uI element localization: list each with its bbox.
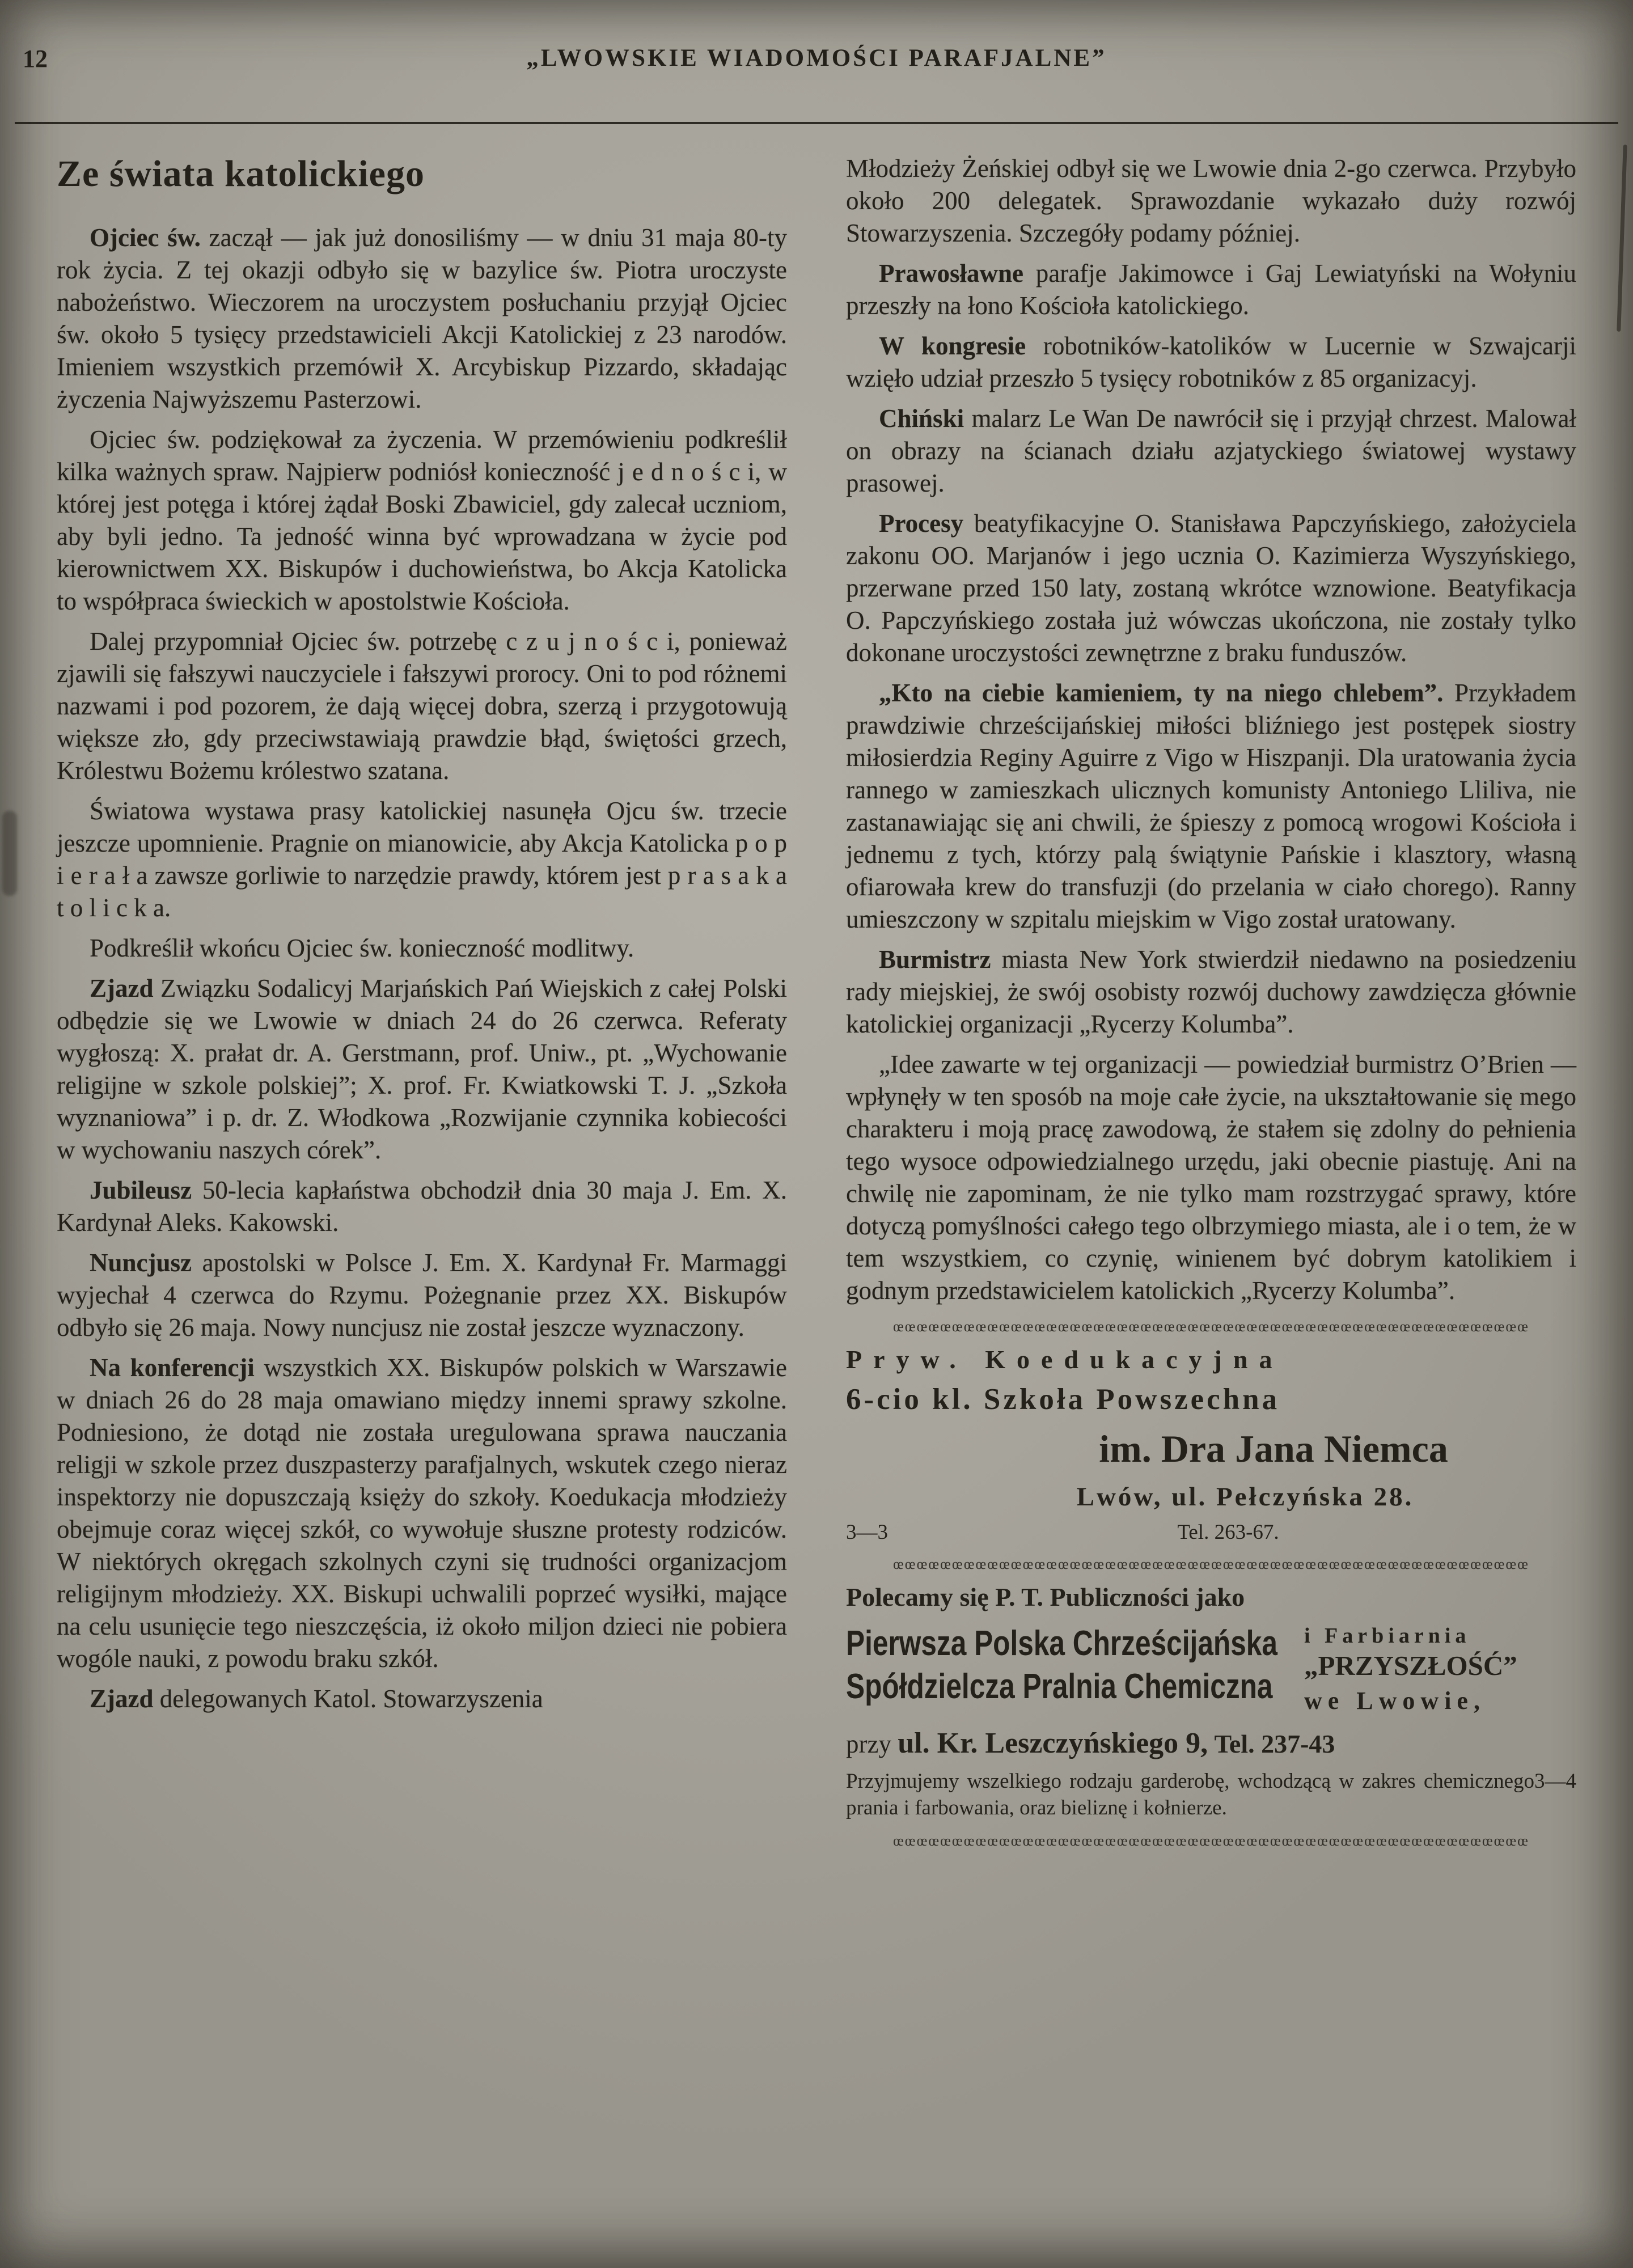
paragraph-text: Związku Sodalicyj Marjańskich Pań Wiejskich z całej Polski odbędzie się we Lwowie w dniach 24 do 26 czerwca. Referaty wygłoszą: X. prałat dr. A. Gerstmann, prof. Uniw., pt. „Wychowanie religijne w szkole polskiej”; X. prof. Fr. Kwiatkowski T. J. „Szkoła wyznaniowa” i p. dr. Z. Włodkowa „Rozwijanie czynnika kobiecości w wychowaniu naszych córek”. xyxy=(57,974,787,1164)
paragraph-text: delegowanych Katol. Stowarzyszenia xyxy=(159,1685,543,1713)
paragraph-text: wszystkich XX. Biskupów polskich w Warszawie w dniach 26 do 28 maja omawiano między innemi sprawy szkolne. Podniesiono, że dotąd nie została uregulowana sprawa nauczania religji w szkole przez duszpasterzy parafjalnych, wskutek czego nieraz inspektorzy nie dopuszczają księży do szkoły. Koedukacja młodzieży obejmuje coraz więcej szkół, co wywołuje słuszne protesty rodziców. W niektórych okręgach szkolnych czyni się trudności organizacjom religijnym młodzieży. XX. Biskupi uchwalili poprzeć wysiłki, mające na celu usunięcie tego nieszczęścia, iż około miljon dzieci nie pobiera wogóle nauki, z powodu braku szkół. xyxy=(57,1353,788,1673)
news-paragraph xyxy=(57,1247,787,1344)
news-paragraph xyxy=(57,932,787,964)
laundry-ad-brand-line2: Spółdzielcza Pralnia Chemiczna xyxy=(846,1667,1273,1706)
laundry-ad-brand xyxy=(846,1622,1295,1708)
laundry-ad-description-text: Przyjmujemy wszelkiego rodzaju garderobę, wchodzącą w zakres chemicznego prania i farbowania, oraz bieliznę i kołnierze. xyxy=(846,1770,1534,1820)
paragraph-text: 50-lecia kapłaństwa obchodził dnia 30 maja J. Em. X. Kardynał Aleks. Kakowski. xyxy=(57,1176,787,1237)
right-column xyxy=(846,153,1576,1859)
paragraph-lead: Prawosławne xyxy=(879,259,1023,287)
page-header xyxy=(15,0,1618,124)
ornament-divider: œœœœœœœœœœœœœœœœœœœœœœœœœœœœœœœœœœœœœœœœœœœœœœœœœœœœœœ xyxy=(893,1556,1529,1572)
news-paragraph xyxy=(57,222,787,416)
paragraph-text: malarz Le Wan De nawrócił się i przyjął chrzest. Malował on obrazy na ścianach działu azjatyckiego światowej wystawy prasowej. xyxy=(846,404,1576,497)
paragraph-text: Młodzieży Żeńskiej odbył się we Lwowie dnia 2-go czerwca. Przybyło około 200 delegatek. Sprawozdanie wykazało duży rozwój Stowarzyszenia. Szczegóły podamy później. xyxy=(846,154,1576,247)
laundry-ad-city: we Lwowie, xyxy=(1304,1687,1486,1715)
paragraph-lead: Na konferencji xyxy=(90,1353,255,1382)
laundry-ad-brand-name: „PRZYSZŁOŚĆ” xyxy=(1304,1650,1517,1681)
news-paragraph xyxy=(57,1352,787,1675)
news-paragraph xyxy=(846,257,1576,322)
news-paragraph xyxy=(57,424,787,617)
paragraph-lead: Procesy xyxy=(879,509,964,538)
paragraph-text: Podkreślił wkońcu Ojciec św. konieczność modlitwy. xyxy=(90,934,634,962)
section-title: Ze świata katolickiego xyxy=(57,153,425,194)
school-ad-phone: Tel. 263-67. xyxy=(1177,1521,1279,1544)
paragraph-text: Światowa wystawa prasy katolickiej nasunęła Ojcu św. trzecie jeszcze upomnienie. Pragnie on mianowicie, aby Akcja Katolicka p o p i e r a ł a zawsze gorliwie to narzędzie prawdy, którem jest p r a s a k a t o l i c k a. xyxy=(57,797,787,922)
news-paragraph xyxy=(57,795,787,924)
paragraph-lead: Jubileusz xyxy=(90,1176,192,1204)
paragraph-lead: Zjazd xyxy=(90,1685,154,1713)
paragraph-lead: Burmistrz xyxy=(879,945,991,974)
laundry-ad-side xyxy=(1304,1622,1576,1720)
laundry-ad-phone: Tel. 237-43 xyxy=(1214,1729,1335,1758)
paragraph-lead: Zjazd xyxy=(90,974,154,1002)
page-number: 12 xyxy=(23,45,48,73)
paragraph-text: robotników-katolików w Lucernie w Szwajcarji wzięło udział przeszło 5 tysięcy robotników z 85 organizacyj. xyxy=(846,332,1576,392)
left-column xyxy=(57,153,787,1859)
laundry-ad-dyeworks: i Farbiarnia xyxy=(1304,1624,1471,1648)
laundry-ad-description xyxy=(846,1768,1576,1821)
paragraph-lead: Ojciec św. xyxy=(90,223,201,252)
news-paragraph xyxy=(846,403,1576,500)
news-paragraph xyxy=(846,1048,1576,1307)
school-ad-name: 6-cio kl. Szkoła Powszechna xyxy=(846,1383,1280,1416)
paragraph-lead: Chiński xyxy=(879,404,964,433)
paragraph-text: apostolski w Polsce J. Em. X. Kardynał Fr. Marmaggi wyjechał 4 czerwca do Rzymu. Pożegnanie przez XX. Biskupów odbyło się 26 maja. Nowy nuncjusz nie został jeszcze wyznaczony. xyxy=(57,1249,788,1342)
paragraph-text: parafje Jakimowce i Gaj Lewiatyński na Wołyniu przeszły na łono Kościoła katolickiego. xyxy=(846,259,1576,320)
laundry-ad-brand-row xyxy=(846,1622,1576,1720)
school-ad-address: Lwów, ul. Pełczyńska 28. xyxy=(1076,1482,1414,1512)
laundry-ad-insertion-count: 3—4 xyxy=(1534,1770,1576,1793)
school-ad-patron: im. Dra Jana Niemca xyxy=(1099,1427,1448,1470)
two-column-layout xyxy=(0,124,1633,1859)
school-ad-type: Pryw. Koedukacyjna xyxy=(846,1345,1284,1374)
news-paragraph xyxy=(846,153,1576,249)
laundry-ad-address-line xyxy=(846,1727,1576,1760)
news-paragraph xyxy=(846,677,1576,936)
paragraph-text: Przykładem prawdziwie chrześcijańskiej miłości bliźniego jest postępek siostry miłosierdzia Reginy Aguirre z Vigo w Hiszpanji. Dla uratowania życia rannego w zamieszkach ulicznych komunisty Antoniego Lliliva, nie zastanawiając się ani chwili, że śpieszy z pomocą wrogowi Kościoła i jednemu z tych, którzy palą świątynie Pańskie i klasztory, własną ofiarowała krew do transfuzji (do przelania w ciało chorego). Ranny umieszczony w szpitalu miejskim w Vigo został uratowany. xyxy=(846,679,1577,933)
news-paragraph xyxy=(846,330,1576,395)
masthead-title: „LWOWSKIE WIADOMOŚCI PARAFJALNE” xyxy=(526,45,1107,71)
school-ad-footer xyxy=(846,1520,1576,1545)
ornament-divider: œœœœœœœœœœœœœœœœœœœœœœœœœœœœœœœœœœœœœœœœœœœœœœœœœœœœœœ xyxy=(893,1318,1529,1335)
paragraph-text: zaczął — jak już donosiliśmy — w dniu 31 maja 80-ty rok życia. Z tej okazji odbyło się w bazylice św. Piotra uroczyste nabożeństwo. Wieczorem na uroczystem posłuchaniu przyjął Ojciec św. około 5 tysięcy przedstawicieli Akcji Katolickiej z 23 narodów. Imieniem wszystkich przemówił X. Arcybiskup Pizzardo, składając życzenia Najwyższemu Pasterzowi. xyxy=(57,223,788,413)
paragraph-text: miasta New York stwierdził niedawno na posiedzeniu rady miejskiej, że swój osobisty rozwój duchowy zawdzięcza głównie katolickiej organizacji „Rycerzy Kolumba”. xyxy=(846,945,1576,1038)
paragraph-text: beatyfikacyjne O. Stanisława Papczyńskiego, założyciela zakonu OO. Marjanów i jego ucznia O. Kazimierza Wyszyńskiego, przerwane przed 150 laty, zostaną wkrótce wznowione. Beatyfikacja O. Papczyńskiego została już wówczas ukończona, nie zostały tylko dokonane uroczystości zewnętrzne z braku funduszów. xyxy=(846,509,1576,667)
news-paragraph xyxy=(57,625,787,787)
paragraph-lead: W kongresie xyxy=(879,332,1026,360)
news-paragraph xyxy=(57,1174,787,1239)
news-paragraph xyxy=(846,943,1576,1040)
news-paragraph xyxy=(57,1683,787,1715)
paragraph-text: Ojciec św. podziękował za życzenia. W przemówieniu podkreślił kilka ważnych spraw. Najpierw podniósł konieczność j e d n o ś c i, w której jest potęga i której żądał Boski Zbawiciel, gdy zalecał uczniom, aby byli jedno. Ta jedność winna być wprowadzana w życie pod kierownictwem XX. Biskupów i duchowieństwa, bo Akcja Katolicka to współpraca świeckich w apostolstwie Kościoła. xyxy=(57,425,787,615)
school-advertisement xyxy=(846,1344,1576,1545)
paragraph-text: „Idee zawarte w tej organizacji — powiedział burmistrz O’Brien — wpłynęły w ten sposób na moje całe życie, na ukształtowanie się mego charakteru i moją pracę zawodową, że stałem się zdolny do pełnienia tego wysoce odpowiedzialnego urzędu, jaki obecnie piastuję. Ani na chwilę nie zapominam, że nie tylko mam rozstrzygać sprawy, które dotyczą pomyślności całego tego olbrzymiego miasta, ale i o tem, że w tem wszystkiem, co czynię, winienem być dobrym katolikiem i godnym przedstawicielem katolickich „Rycerzy Kolumba”. xyxy=(846,1050,1576,1305)
paragraph-text: Dalej przypomniał Ojciec św. potrzebę c z u j n o ś c i, ponieważ zjawili się fałszywi nauczyciele i fałszywi prorocy. Oni to pod różnemi nazwami i pod pozorem, że dają więcej dobra, szerzą i przygotowują większe zło, gdy przeciwstawiają prawdzie błąd, świętości grzech, Królestwu Bożemu królestwo szatana. xyxy=(57,627,787,785)
laundry-ad-intro: Polecamy się P. T. Publiczności jako xyxy=(846,1582,1245,1611)
news-paragraph xyxy=(846,507,1576,669)
paragraph-lead: Nuncjusz xyxy=(90,1249,192,1277)
school-ad-insertion-count: 3—3 xyxy=(846,1521,888,1544)
laundry-ad-brand-line1: Pierwsza Polska Chrześcijańska xyxy=(846,1624,1277,1663)
paragraph-lead: „Kto na ciebie kamieniem, ty na niego chlebem”. xyxy=(879,679,1444,707)
scan-artifact xyxy=(2,811,17,896)
laundry-ad-street: ul. Kr. Leszczyńskiego 9, xyxy=(898,1727,1208,1759)
laundry-advertisement xyxy=(846,1582,1576,1821)
ornament-divider: œœœœœœœœœœœœœœœœœœœœœœœœœœœœœœœœœœœœœœœœœœœœœœœœœœœœœœ xyxy=(893,1833,1529,1849)
laundry-ad-address-prefix: przy xyxy=(846,1730,891,1758)
news-paragraph xyxy=(57,972,787,1166)
